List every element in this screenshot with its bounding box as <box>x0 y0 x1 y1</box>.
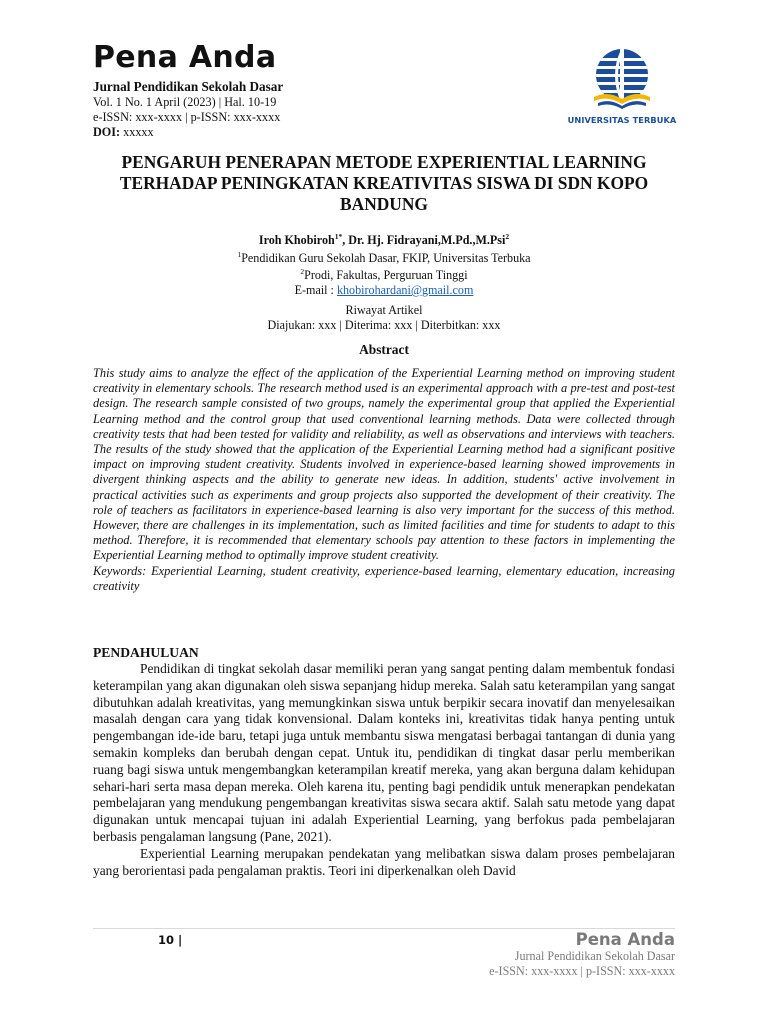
paper-title: PENGARUH PENERAPAN METODE EXPERIENTIAL LEARNING TERHADAP PENINGKATAN KREATIVITAS SISWA DI SDN KOPO BANDUNG <box>119 152 649 214</box>
affiliation-2-text: Prodi, Fakultas, Perguruan Tinggi <box>304 268 468 283</box>
article-history <box>93 303 675 332</box>
email-line <box>93 283 675 298</box>
affiliation-2-sup: 2 <box>300 267 305 277</box>
volume-line: Vol. 1 No. 1 April (2023) | Hal. 10-19 <box>93 95 277 109</box>
affiliation-1-sup: 1 <box>237 249 242 259</box>
author-1-name: Iroh Khobiroh <box>258 233 335 248</box>
university-name: UNIVERSITAS TERBUKA <box>567 115 677 125</box>
affiliation-1 <box>93 248 675 266</box>
journal-meta <box>93 79 283 140</box>
affiliation-2 <box>93 265 675 283</box>
footer-brand: Pena Anda <box>575 930 675 949</box>
abstract-heading: Abstract <box>359 342 409 357</box>
journal-subtitle: Jurnal Pendidikan Sekolah Dasar <box>93 79 284 94</box>
issn-line: e-ISSN: xxx-xxxx | p-ISSN: xxx-xxxx <box>93 110 281 124</box>
abstract-body <box>93 366 675 594</box>
author-block <box>93 230 675 297</box>
journal-title: Pena Anda <box>93 40 277 75</box>
introduction-paragraph-1: Pendidikan di tingkat sekolah dasar memiliki peran yang sangat penting dalam membentuk fondasi keterampilan yang akan digunakan oleh siswa sepanjang hidup mereka. Salah satu keterampilan yang sangat dibutuhkan adalah kreativitas, yang memungkinkan siswa untuk berpikir secara inovatif dan menyelesaikan masalah dengan cara yang tidak konvensional. Dalam konteks ini, kreativitas tidak hanya penting untuk pengembangan ide-ide baru, tetapi juga untuk membantu siswa mengatasi berbagai tantangan di dunia yang semakin kompleks dan berubah dengan cepat. Untuk itu, pendidikan di tingkat dasar perlu memberikan ruang bagi siswa untuk mengembangkan keterampilan kreatif mereka, yang akan berguna dalam kehidupan sehari-hari serta masa depan mereka. Oleh karena itu, penting bagi pendidik untuk menerapkan pendekatan pembelajaran yang mendukung pengembangan kreativitas siswa secara aktif. Salah satu metode yang dapat digunakan untuk mencapai tujuan ini adalah Experiential Learning, yang berfokus pada pembelajaran berbasis pengalaman langsung (Pane, 2021). <box>93 661 675 844</box>
author-names <box>93 230 675 248</box>
footer-issn: e-ISSN: xxx-xxxx | p-ISSN: xxx-xxxx <box>489 964 675 978</box>
affiliation-1-text: Pendidikan Guru Sekolah Dasar, FKIP, Universitas Terbuka <box>241 250 531 265</box>
abstract-text: This study aims to analyze the effect of the application of the Experiential Learning method on improving student creativity in elementary schools. The research method used is an experimental approach with a pre-test and post-test design. The research sample consisted of two groups, namely the experimental group that applied the Experiential Learning method and the control group that used conventional learning methods. Data were collected through creativity tests that had been tested for validity and reliability, as well as observations and interviews with teachers. The results of the study showed that the application of the Experiential Learning method had a significant positive impact on improving student creativity. Students involved in experience-based learning showed improvements in divergent thinking aspects and the ability to generate new ideas. In addition, students' active involvement in practical activities such as experiments and group projects also supported the development of their creativity. The role of teachers as facilitators in experience-based learning is also very important for the success of this method. However, there are challenges in its implementation, such as limited facilities and time for students to adapt to this method. Therefore, it is recommended that elementary schools pay attention to these factors in implementing the Experiential Learning method to optimally improve student creativity. <box>93 366 675 563</box>
section-heading-introduction: PENDAHULUAN <box>93 645 199 660</box>
keywords: Keywords: Experiential Learning, student creativity, experience-based learning, elementary education, increasing creativity <box>93 563 675 593</box>
doi-line <box>93 125 283 140</box>
footer-subtitle: Jurnal Pendidikan Sekolah Dasar <box>514 949 675 963</box>
university-emblem-icon <box>589 45 655 113</box>
author-2-name: , Dr. Hj. Fidrayani,M.Pd.,M.Psi <box>342 233 506 248</box>
author-1-sup: 1* <box>334 232 343 241</box>
doi-value: xxxxx <box>120 125 154 139</box>
footer-journal-info <box>489 930 675 979</box>
introduction-paragraph-2: Experiential Learning merupakan pendekatan yang melibatkan siswa dalam proses pembelajaran yang berorientasi pada pengalaman praktis. Teori ini diperkenalkan oleh David <box>93 845 675 878</box>
introduction-body <box>93 661 675 879</box>
doi-label: DOI: <box>93 125 121 139</box>
footer-divider <box>93 928 675 929</box>
history-dates: Diajukan: xxx | Diterima: xxx | Diterbitkan: xxx <box>267 317 501 332</box>
author-2-sup: 2 <box>505 232 510 241</box>
email-label: E-mail : <box>294 282 337 297</box>
university-logo <box>567 45 677 125</box>
page-number: 10 | <box>158 933 183 947</box>
email-link[interactable]: khobirohardani@gmail.com <box>336 282 474 297</box>
history-label: Riwayat Artikel <box>345 303 423 317</box>
